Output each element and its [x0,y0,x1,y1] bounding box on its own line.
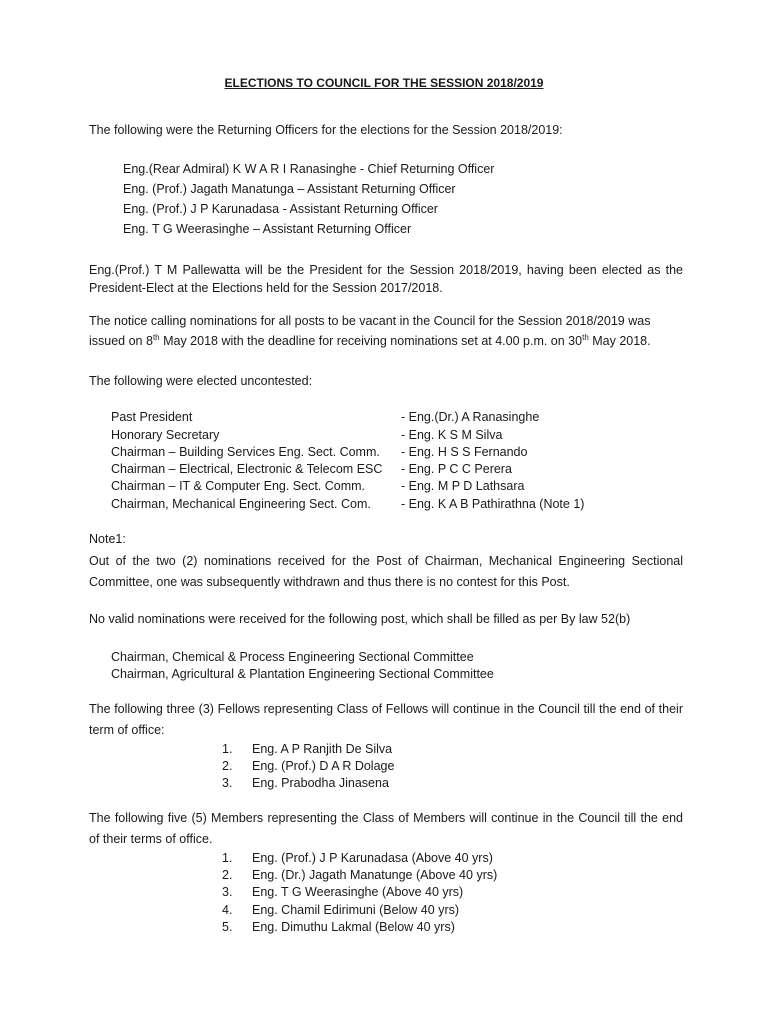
member-list-item [222,883,463,901]
fellow-list-item [222,757,394,775]
document-title: ELECTIONS TO COUNCIL FOR THE SESSION 2018/2019 [224,76,544,90]
returning-officer-2: Eng. (Prof.) Jagath Manatunga – Assistant Returning Officer [123,182,456,196]
uncontested-post: Chairman – IT & Computer Eng. Sect. Comm. [111,479,366,493]
uncontested-name: - Eng. P C C Perera [401,462,512,476]
member-list-item [222,918,455,936]
uncontested-name: - Eng.(Dr.) A Ranasinghe [401,410,540,424]
member-list-item [222,849,493,867]
uncontested-row [111,408,711,425]
uncontested-post: Past President [111,410,193,424]
members-paragraph: The following five (5) Members representing the Class of Members will continue in the Council till the end of their terms of office. [89,811,683,846]
uncontested-name: - Eng. H S S Fernando [401,445,528,459]
list-number: 2. [222,868,233,882]
list-number: 1. [222,851,233,865]
fellow-name: Eng. (Prof.) D A R Dolage [252,759,395,773]
vacant-post-item: Chairman, Chemical & Process Engineering Sectional Committee [111,650,474,664]
uncontested-name: - Eng. K S M Silva [401,428,503,442]
uncontested-row [111,460,711,477]
list-number: 3. [222,776,233,790]
member-name: Eng. Dimuthu Lakmal (Below 40 yrs) [252,920,455,934]
notice-sup-b: th [582,332,589,342]
uncontested-row [111,426,711,443]
uncontested-name: - Eng. M P D Lathsara [401,479,525,493]
list-number: 1. [222,742,233,756]
fellows-paragraph: The following three (3) Fellows representing Class of Fellows will continue in the Council till the end of their term of office: [89,702,683,737]
uncontested-heading: The following were elected uncontested: [89,374,313,388]
notice-line-2 [89,332,683,350]
notice-text-b: May 2018 with the deadline for receiving nominations set at 4.00 p.m. on 30 [159,334,583,348]
uncontested-name: - Eng. K A B Pathirathna (Note 1) [401,497,585,511]
notice-sup-a: th [152,332,160,342]
fellow-list-item [222,740,392,758]
member-name: Eng. T G Weerasinghe (Above 40 yrs) [252,885,464,899]
list-number: 3. [222,885,233,899]
fellow-name: Eng. Prabodha Jinasena [252,776,389,790]
notice-text-c: May 2018. [588,334,651,348]
uncontested-post: Honorary Secretary [111,428,220,442]
note-text: Out of the two (2) nominations received for the Post of Chairman, Mechanical Engineering Sectional Committee, one was subsequently withdrawn and thus there is no contest for this Post. [89,554,683,589]
returning-officer-1: Eng.(Rear Admiral) K W A R I Ranasinghe - Chief Returning Officer [123,162,495,176]
notice-paragraph [89,312,683,350]
uncontested-post: Chairman, Mechanical Engineering Sect. Com. [111,497,371,511]
list-number: 2. [222,759,233,773]
note-label: Note1: [89,532,126,546]
returning-officers-intro: The following were the Returning Officers for the elections for the Session 2018/2019: [89,123,563,137]
returning-officer-3: Eng. (Prof.) J P Karunadasa - Assistant Returning Officer [123,202,438,216]
vacant-post-item: Chairman, Agricultural & Plantation Engineering Sectional Committee [111,667,494,681]
notice-line-1: The notice calling nominations for all posts to be vacant in the Council for the Session 2018/2019 was [89,314,651,328]
notice-text-a: issued on 8 [89,334,153,348]
returning-officer-4: Eng. T G Weerasinghe – Assistant Returning Officer [123,222,412,236]
member-name: Eng. (Prof.) J P Karunadasa (Above 40 yrs) [252,851,493,865]
no-nominations-paragraph: No valid nominations were received for the following post, which shall be filled as per By law 52(b) [89,612,631,626]
member-list-item [222,866,497,884]
fellow-name: Eng. A P Ranjith De Silva [252,742,393,756]
uncontested-post: Chairman – Electrical, Electronic & Telecom ESC [111,462,383,476]
member-list-item [222,901,459,919]
uncontested-row [111,477,711,494]
uncontested-row [111,443,711,460]
fellow-list-item [222,774,389,792]
list-number: 4. [222,903,233,917]
president-paragraph: Eng.(Prof.) T M Pallewatta will be the President for the Session 2018/2019, having been elected as the President-Elect at the Elections held for the Session 2017/2018. [89,263,683,295]
member-name: Eng. (Dr.) Jagath Manatunge (Above 40 yrs) [252,868,498,882]
uncontested-row [111,495,711,512]
list-number: 5. [222,920,233,934]
uncontested-post: Chairman – Building Services Eng. Sect. Comm. [111,445,380,459]
member-name: Eng. Chamil Edirimuni (Below 40 yrs) [252,903,460,917]
